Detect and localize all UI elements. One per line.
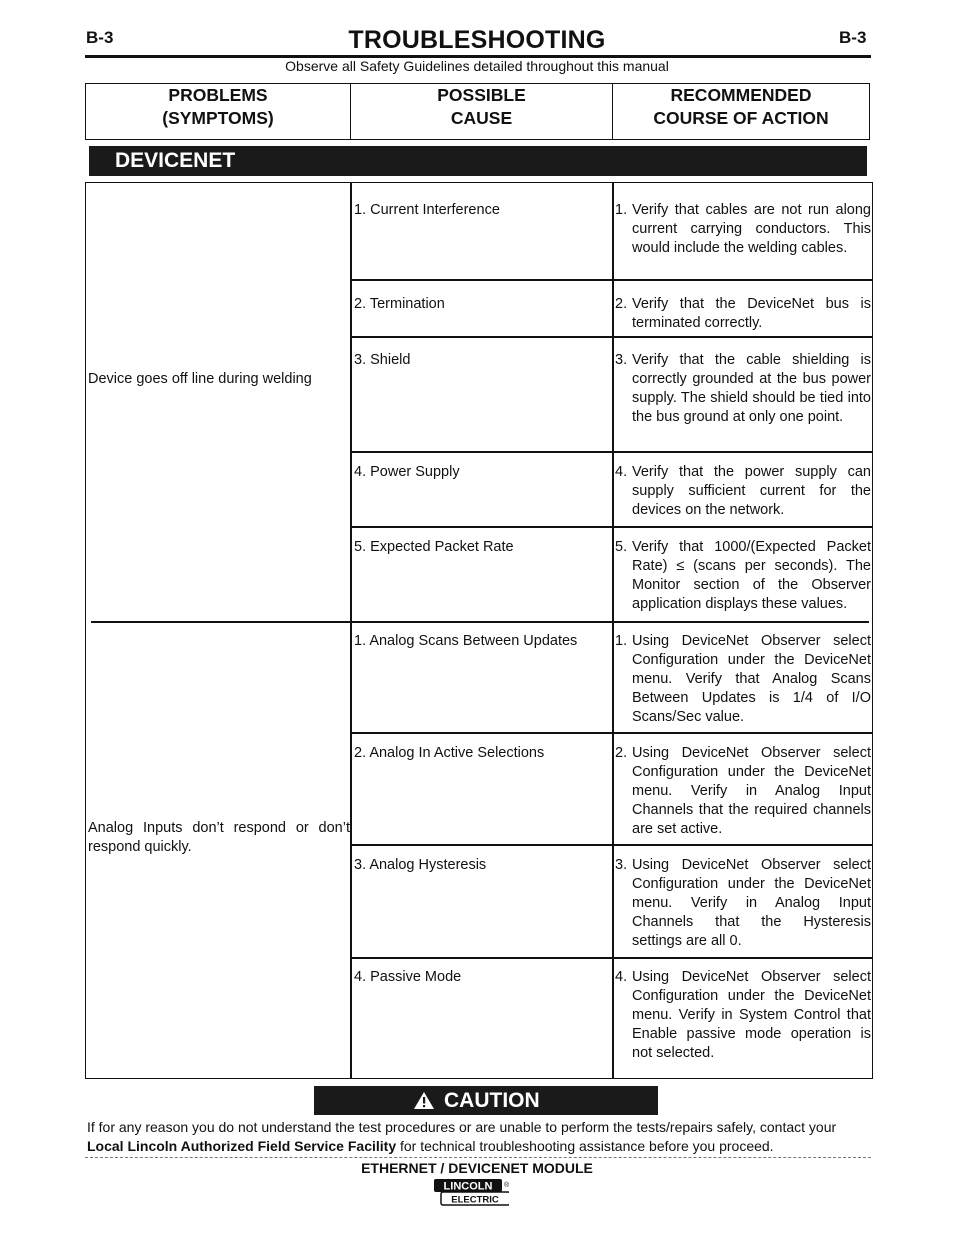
header-problems-line2: (SYMPTOMS): [162, 108, 274, 128]
warning-triangle-icon: [413, 1091, 435, 1110]
action-text: Verify that the power supply can supply sufficient current for the devices on the network.: [632, 464, 871, 518]
action-item: [615, 351, 871, 427]
action-text: Using DeviceNet Observer select Configuration under the DeviceNet menu. Verify in Analog Input Channels that the Hysteresis settings are all 0.: [632, 857, 871, 949]
page-title: TROUBLESHOOTING: [348, 26, 606, 54]
action-item: [615, 744, 871, 839]
action-text: Verify that the DeviceNet bus is terminated correctly.: [632, 296, 871, 331]
cause-item: 3. Shield: [354, 352, 411, 368]
action-number: 2.: [615, 745, 628, 761]
action-item: [615, 968, 871, 1063]
row-divider: [350, 732, 872, 734]
cause-item: 1. Current Interference: [354, 202, 500, 218]
lincoln-electric-logo: [433, 1178, 509, 1206]
cause-item: 2. Termination: [354, 296, 445, 312]
row-divider: [350, 957, 872, 959]
page-code-left: B-3: [86, 28, 114, 47]
action-item: [615, 295, 871, 333]
row-divider: [350, 844, 872, 846]
row-divider: [350, 451, 872, 453]
action-item: [615, 463, 871, 520]
problem-symptom: Analog Inputs don’t respond or don’t respond quickly.: [88, 820, 350, 855]
cause-item: 4. Passive Mode: [354, 969, 462, 985]
column-divider: [350, 183, 352, 1078]
cause-item: 4. Power Supply: [354, 464, 460, 480]
column-header-table: [85, 83, 870, 140]
header-cause-line1: POSSIBLE: [437, 85, 526, 105]
logo-registered-mark: ®: [504, 1182, 509, 1189]
cause-item: 2. Analog In Active Selections: [354, 745, 545, 761]
action-number: 3.: [615, 352, 628, 368]
action-number: 1.: [615, 202, 628, 218]
section-title: DEVICENET: [115, 149, 236, 172]
action-number: 2.: [615, 296, 628, 312]
cause-item: 3. Analog Hysteresis: [354, 857, 487, 873]
action-text: Verify that 1000/(Expected Packet Rate) ≤ (scans per seconds). The Monitor section of the Observer application displays these values.: [632, 539, 871, 612]
row-divider: [350, 279, 872, 281]
caution-text-suffix: for technical troubleshooting assistance before you proceed.: [396, 1138, 774, 1154]
row-divider: [350, 526, 872, 528]
caution-text-prefix: If for any reason you do not understand the test procedures or are unable to perform the tests/repairs safely, contact your: [87, 1119, 837, 1135]
caution-note: [87, 1118, 869, 1156]
caution-text-bold: Local Lincoln Authorized Field Service Facility: [87, 1138, 397, 1154]
action-text: Using DeviceNet Observer select Configuration under the DeviceNet menu. Verify in System Control that Enable passive mode operation is not selected.: [632, 969, 871, 1061]
header-cause: [350, 84, 612, 139]
problem-symptom: Device goes off line during welding: [88, 371, 312, 387]
action-item: [615, 632, 871, 727]
header-action: [612, 84, 869, 139]
footer-divider: [85, 1157, 871, 1158]
caution-label: CAUTION: [444, 1089, 540, 1112]
action-number: 1.: [615, 633, 628, 649]
footer-module-name: ETHERNET / DEVICENET MODULE: [361, 1160, 593, 1176]
caution-bar: [314, 1086, 658, 1115]
logo-top-text: LINCOLN: [443, 1180, 493, 1193]
action-number: 4.: [615, 969, 628, 985]
page-code-right: B-3: [839, 28, 867, 47]
cause-item: 1. Analog Scans Between Updates: [354, 633, 578, 649]
row-divider: [350, 336, 872, 338]
troubleshooting-table: [85, 182, 873, 1079]
header-problems: [86, 84, 350, 139]
action-number: 5.: [615, 539, 628, 555]
header-action-line1: RECOMMENDED: [670, 85, 812, 105]
action-text: Using DeviceNet Observer select Configuration under the DeviceNet menu. Verify in Analog Input Channels that the required channels are set active.: [632, 745, 871, 837]
column-divider: [612, 183, 614, 1078]
header-action-line2: COURSE OF ACTION: [653, 108, 829, 128]
action-item: [615, 856, 871, 951]
action-number: 4.: [615, 464, 628, 480]
page-subtitle: Observe all Safety Guidelines detailed throughout this manual: [285, 58, 669, 74]
group-divider: [91, 621, 869, 623]
action-item: [615, 201, 871, 258]
cause-item: 5. Expected Packet Rate: [354, 539, 514, 555]
section-title-bar: [89, 146, 867, 176]
action-text: Verify that cables are not run along current carrying conductors. This would include the welding cables.: [632, 202, 871, 256]
header-cause-line2: CAUSE: [450, 108, 513, 128]
action-item: [615, 538, 871, 614]
action-text: Using DeviceNet Observer select Configuration under the DeviceNet menu. Verify that Analog Scans Between Updates is 1/4 of I/O Scans/Sec value.: [632, 633, 871, 725]
header-problems-line1: PROBLEMS: [168, 85, 268, 105]
action-number: 3.: [615, 857, 628, 873]
action-text: Verify that the cable shielding is correctly grounded at the bus power supply. The shield should be tied into the bus ground at only one point.: [632, 352, 871, 425]
logo-bottom-text: ELECTRIC: [451, 1194, 499, 1206]
